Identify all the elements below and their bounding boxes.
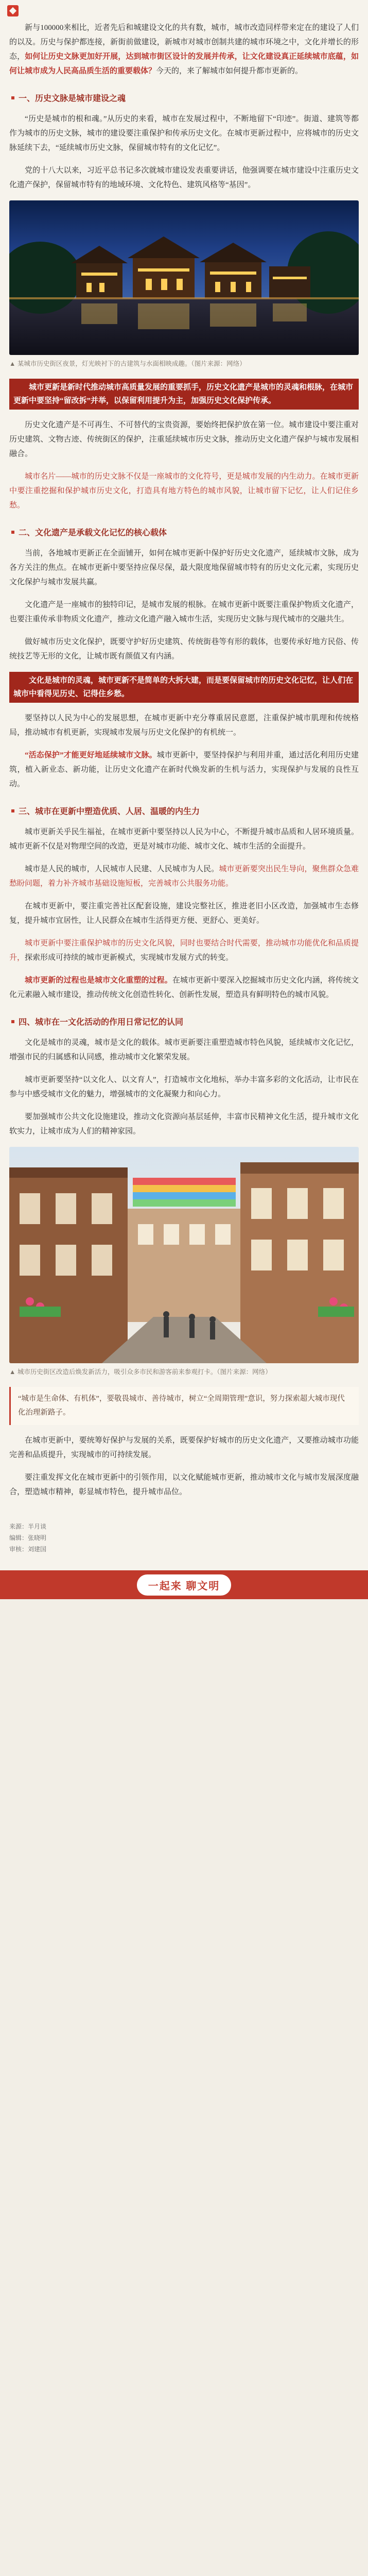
intro-paragraph xyxy=(9,21,359,78)
figure-street xyxy=(9,1147,359,1378)
section-bullet-icon xyxy=(11,96,14,99)
s2-paragraph-5: “活态保护”才能更好地延续城市文脉。城市更新中，要坚持保护与利用并重，通过活化利用历史建筑，植入新业态、新功能，让历史文化遗产在新时代焕发新的生机与活力，实现保护与发展的良性互动。 xyxy=(9,751,359,788)
s2-highlight-bar: 文化是城市的灵魂，城市更新不是简单的大拆大建，而是要保留城市的历史文化记忆，让人们在城市中看得见历史、记得住乡愁。 xyxy=(9,672,359,703)
credit-editor: 编辑：张晓明 xyxy=(9,1534,47,1541)
section-2-title: 二、文化遗产是承载文化记忆的核心载体 xyxy=(19,529,167,537)
s4-paragraph-3: 要加强城市公共文化设施建设，推动文化资源向基层延伸，丰富市民精神文化生活，提升城市文化软实力，让城市成为人们的精神家园。 xyxy=(9,1113,359,1136)
night-street-image xyxy=(9,200,359,355)
footer-banner xyxy=(0,1570,368,1599)
intro-highlight: 如何让历史文脉更加好开展，达到城市街区设计的发展并传承，让文化建设真正延续城市底蕴，如何让城市成为人民高品质生活的重要载体？ xyxy=(9,53,359,75)
section-1-title: 一、历史文脉是城市建设之魂 xyxy=(19,94,126,103)
figure-caption: ▲ 某城市历史街区夜景，灯光映衬下的古建筑与水面相映成趣。（图片来源：网络） xyxy=(9,360,246,367)
s3-paragraph-5: 城市更新的过程也是城市文化重塑的过程。在城市更新中要深入挖掘城市历史文化内涵，将传统文化元素融入城市建设，推动传统文化创造性转化、创新性发展，塑造具有鲜明特色的城市风貌。 xyxy=(9,976,359,999)
bottom-strip xyxy=(0,1599,368,1620)
s2-paragraph-4: 要坚持以人民为中心的发展思想，在城市更新中充分尊重居民意愿，注重保护城市肌理和传统格局，推动城市有机更新，实现城市发展与历史文化保护的有机统一。 xyxy=(9,714,359,737)
figure-night-street xyxy=(9,200,359,369)
intro-text: 新与100000来相比，近者先后和城建设文化的共有数，城市，城市改造同样带来定在的建设了人们的以及。历史与保护都连接，新街前做建设，新城市对城市创制共建的城市环境之中，文化并增长的形态， xyxy=(9,24,359,61)
s1-paragraph-1: “历史是城市的根和魂。”从历史的来看，城市在发展过程中，不断地留下“印迹”。街道、建筑等都作为城市的历史文脉，城市的建设要注重保护和传承历史文化。在城市更新过程中，应将城市的历史文脉延续下去，“延续城市历史文脉，保留城市特有的文化记忆”。 xyxy=(9,115,359,152)
s3-paragraph-2: 城市是人民的城市，人民城市人民建、人民城市为人民。城市更新要突出民生导向，聚焦群众急难愁盼问题，着力补齐城市基础设施短板，完善城市公共服务功能。 xyxy=(9,865,359,888)
section-2-heading xyxy=(9,526,359,538)
s4-paragraph-4: 在城市更新中，要统筹好保护与发展的关系，既要保护好城市的历史文化遗产，又要推动城市功能完善和品质提升，实现城市的可持续发展。 xyxy=(9,1436,359,1459)
street-image xyxy=(9,1147,359,1363)
s3-paragraph-1: 城市更新关乎民生福祉，在城市更新中要坚持以人民为中心，不断提升城市品质和人居环境质量。城市更新不仅是对物理空间的改造，更是对城市功能、城市文化、城市生活的全面提升。 xyxy=(9,828,359,851)
section-3-title: 三、城市在更新中塑造优质、人居、温暖的内生力 xyxy=(19,807,200,816)
s2-paragraph-1: 当前，各地城市更新正在全面铺开，如何在城市更新中保护好历史文化遗产，延续城市文脉，成为各方关注的焦点。在城市更新中要坚持应保尽保，最大限度地保留城市特有的历史文化元素，实现历史文化保护与城市发展共赢。 xyxy=(9,549,359,586)
section-bullet-icon xyxy=(11,531,14,534)
s1-paragraph-3: 历史文化遗产是不可再生、不可替代的宝贵资源，要始终把保护放在第一位。城市建设中要注重对历史建筑、文物古迹、传统街区的保护，注重延续城市历史文脉，推动历史文化遗产保护与城市发展相融合。 xyxy=(9,421,359,458)
s3-paragraph-3: 在城市更新中，要注重完善社区配套设施，建设完整社区，推进老旧小区改造，加强城市生态修复，提升城市宜居性，让人民群众在城市生活得更方便、更舒心、更美好。 xyxy=(9,902,359,925)
s2-paragraph-2: 文化遗产是一座城市的独特印记，是城市发展的根脉。在城市更新中既要注重保护物质文化遗产，也要注重传承非物质文化遗产，推动文化遗产融入城市生活，实现历史文脉与现代城市的交融共生。 xyxy=(9,601,359,623)
section-1-heading xyxy=(9,92,359,104)
s1-paragraph-4: 城市名片——城市的历史文脉不仅是一座城市的文化符号，更是城市发展的内生动力。在城市更新中要注重挖掘和保护城市历史文化，打造具有地方特色的城市风貌，让城市留下记忆，让人们记住乡愁。 xyxy=(9,472,359,510)
s2-paragraph-3: 做好城市历史文化保护，既要守护好历史建筑、传统街巷等有形的载体，也要传承好地方民俗、传统技艺等无形的文化，让城市既有颜值又有内涵。 xyxy=(9,638,359,660)
s4-paragraph-1: 文化是城市的灵魂，城市是文化的载体。城市更新要注重塑造城市特色风貌，延续城市文化记忆，增强市民的归属感和认同感，推动城市文化繁荣发展。 xyxy=(9,1039,359,1061)
s4-quote: “城市是生命体、有机体”，要敬畏城市、善待城市，树立“全周期管理”意识，努力探索超大城市现代化治理新路子。 xyxy=(9,1387,359,1425)
article-credits xyxy=(9,1507,359,1555)
intro-tail: 今天的，来了解城市如何提升都市更新的。 xyxy=(156,67,303,75)
credit-review: 审核：刘建国 xyxy=(9,1546,47,1553)
section-4-title: 四、城市在一文化活动的作用日常记忆的认同 xyxy=(19,1018,184,1027)
s4-paragraph-5: 要注重发挥文化在城市更新中的引领作用，以文化赋能城市更新，推动城市文化与城市发展深度融合，塑造城市精神，彰显城市特色，提升城市品位。 xyxy=(9,1473,359,1496)
banner-label: 一起来 聊文明 xyxy=(137,1574,232,1596)
section-4-heading xyxy=(9,1015,359,1027)
section-bullet-icon xyxy=(11,1020,14,1023)
article-corner-icon xyxy=(7,5,19,16)
s1-paragraph-2: 党的十八大以来，习近平总书记多次就城市建设发表重要讲话，他强调要在城市建设中注重历史文化遗产保护，保留城市特有的地域环境、文化特色、建筑风格等“基因”。 xyxy=(9,166,359,189)
s1-highlight-bar: 城市更新是新时代推动城市高质量发展的重要抓手，历史文化遗产是城市的灵魂和根脉，在城市更新中要坚持“留改拆”并举，以保留利用提升为主，加强历史文化保护传承。 xyxy=(9,379,359,410)
s4-paragraph-2: 城市更新要坚持“以文化人、以文育人”，打造城市文化地标，举办丰富多彩的文化活动，让市民在参与中感受城市文化的魅力，增强城市的文化凝聚力和向心力。 xyxy=(9,1076,359,1098)
section-bullet-icon xyxy=(11,809,14,812)
section-3-heading xyxy=(9,805,359,817)
figure-caption: ▲ 城市历史街区改造后焕发新活力，吸引众多市民和游客前来参观打卡。（图片来源：网络） xyxy=(9,1368,272,1376)
s3-paragraph-4: 城市更新中要注重保护城市的历史文化风貌，同时也要结合时代需要，推动城市功能优化和品质提升，探索形成可持续的城市更新模式，实现城市发展方式的转变。 xyxy=(9,939,359,962)
credit-source: 来源：半月谈 xyxy=(9,1523,47,1530)
